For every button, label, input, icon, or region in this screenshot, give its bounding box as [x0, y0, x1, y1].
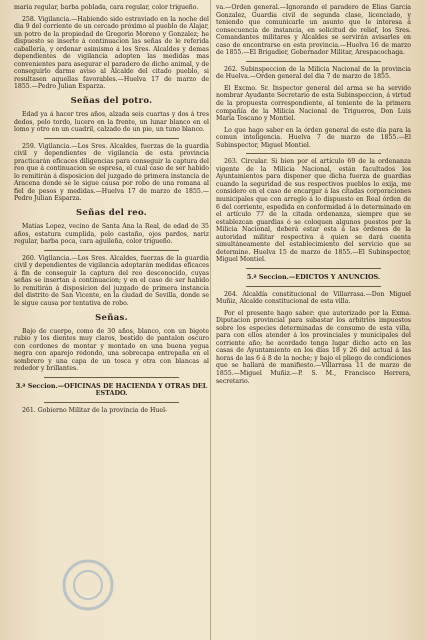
divider [44, 250, 179, 251]
notice-258: 258. Vigilancia.—Habiendo sido estraviado en la noche del dia 9 del corriente de un cercado próximo al pueblo de Alajar, un potro de la propiedad de Gregorio Moreno y Gonzalez; he dispuesto se inserte á continuacion las señas de le referida caballería, y ordenar asimismo á los Sres. Alcaldes y demas dependientes de vigilancia adopten las medidas mas convenientes para asegurar el paradero de dicho animal, y de conseguirlo darme aviso al Alcalde del citado pueblo, si resultasen aquellas favorables.—Huelva 17 de marzo de 1855.—Pedro Julian Esparza. [14, 15, 209, 91]
notice-260: 260. Vigilancia.—Los Sres. Alcaldes, fuerzas de la guardia civil y dependientes de vigilancia adoptarán medidas eficaces á fin de conseguir la captura del reo desconocido, cuyas señas se insertan á continuacion; y en el caso de ser habido lo remitirán á disposicion del juzgado de primera instancia del distrito de San Vicente, en la ciudad de Sevilla, donde se le sigue causa por tentativa de robo. [14, 254, 209, 307]
heading-senas: Señas. [95, 312, 128, 323]
divider [246, 268, 381, 269]
right-column [216, 4, 411, 389]
divider [44, 138, 179, 139]
reo-description: Matias Lopez, vecino de Santa Ana la Real, de edad de 35 años, estatura cumplida, pelo castaño, ojos pardos, nariz regular, barba poca, cara aguileña, color trigueño. [14, 223, 209, 246]
notice-261: 261. Gobierno Militar de la provincia de Huel- [22, 406, 168, 414]
notice-262-body: El Excmo. Sr. Inspector general del arma se ha servido nombrar Ayudante Secretario de esta Subinspeccion, á virtud de la propuesta correspondiente, al teniente de la primera compañía de la Milicia Nacional de Trigueros, Don Luis María Toscano y Montiel. [216, 84, 411, 123]
column-divider [210, 0, 211, 640]
divider [246, 286, 381, 287]
notice-262: 262. Subinspeccion de la Milicia Nacional de la provincia de Huelva.—Orden general del dia 7 de marzo de 1855. [216, 65, 411, 81]
order-continuation: va.—Orden general.—Ignorando el paradero de Elias Garcia Gonzalez, Guardia civil de segunda clase, licenciado, y teniendo que comunicarle un asunto que le interesa á consecuencia de instancia, en solicitud de relief, los Sres. Comandantes militares y Alcaldes se servirán avisarles en caso de encontrarse en esta provincia.—Huelva 16 de marzo de 1855.—El Brigadier, Gobernador Militar, Arespacochaga. [216, 4, 411, 57]
section-5-heading: 5.ª Seccion.—EDICTOS Y ANUNCIOS. [246, 272, 381, 281]
senas-description: Bajo de cuerpo, como de 30 años, blanco, con un bigote rubio y los dientes muy claros, bestido de pantalon oscuro con cordones de montar y montado en una buena yegua negra con aparejo redondo, una sobrecapa entrepaña en el sombrero y una capa de un tosca y otra con blancas al rededor y brillantes. [14, 327, 209, 373]
library-stamp-logo [60, 555, 240, 615]
notice-264: 264. Alcaldía constitucional de Villarrasa.—Don Miguel Muñiz, Alcalde constitucional de esta villa. [216, 290, 411, 306]
left-column [14, 4, 209, 418]
notice-259: 259. Vigilancia.—Los Sres. Alcaldes, fuerzas de la guardia civil y dependientes de vigilancia de esta provincia practicarán eficaces diligencias para conseguir la captura del reo que á continuacion se espresa, el cual caso de ser habido lo remitirán á disposicion del juzgado de primera instancia de Aracena donde se le sigue causa por robo de una romana al fiel de pesos y medidas.—Huelva 17 de marzo de 1855.—Pedro Julian Esparza. [14, 142, 209, 203]
divider [44, 377, 179, 378]
heading-potro: Señas del potro. [70, 96, 153, 107]
potro-description: Edad ya á hacer tres años, alzada seis cuartas y dos á tres dedos, pelo tordo, lucero en la frente, un lunar blanco en el lomo y otro en un cuadril, calzado de un pie, un tuno blanco. [14, 111, 209, 134]
notice-264-body: Por el presente hago saber: que autorizado por la Exma. Diputacion provincial para subastar los arbitrios impuestos sobre los especies determinadas de consumo de esta villa, para con ellos atender á los provinciales y municipales del corriente año; he acordado tenga lugar dicho acto en las casas de Ayuntamiento en los dias 18 y 26 del actual á las horas de las 6 á 8 de la noche; y bajo el pliego de condiciones que se hallará de manifiesto.—Villarrasa 11 de marzo de 1855.—Miguel Muñiz.—P. S. M., Francisco Herrera, secretario. [216, 309, 411, 385]
divider [246, 61, 381, 62]
notice-263: 263. Circular. Si bien por el artículo 69 de la ordenanza vigente de la Milicia Nacional, están facultados los Ayuntamientos para disponer que dicha fuerza de guardias cuando la seguridad de sus respectivos pueblos lo exija, me considero en el caso de encargar á las citadas corporaciones municipales que con arreglo á lo dispuesto en Real órden de 6 del corriente, espedida en conformidad á lo determinado en el artículo 77 de la citada ordenanza, siempre que se establezcan guardias ó se coloquen algunos puestos por la Milicia Nacional, deberá estar esta á las órdenes de la autoridad militar respectiva á quien se dará cuenta simultáneamente del establecimiento del servicio que se determine. Huelva 15 de marzo de 1855.—El Subinspector, Miguel Montiel. [216, 158, 411, 264]
divider [44, 402, 179, 403]
intro-text: maria regular, barba poblada, cara regular, color trigueño. [14, 4, 199, 11]
heading-reo: Señas del reo. [75, 208, 148, 219]
section-3-heading: 3.ª Seccion.—OFICINAS DE HACIENDA Y OTRAS DEL ESTADO. [15, 381, 208, 398]
stamp-icon [60, 555, 240, 615]
notice-262-closing: Lo que hago saber en la órden general de este dia para la comun inteligencia. Huelva 7 de marzo de 1855.—El Subinspector, Miguel Montiel. [216, 126, 411, 149]
divider [246, 153, 381, 154]
